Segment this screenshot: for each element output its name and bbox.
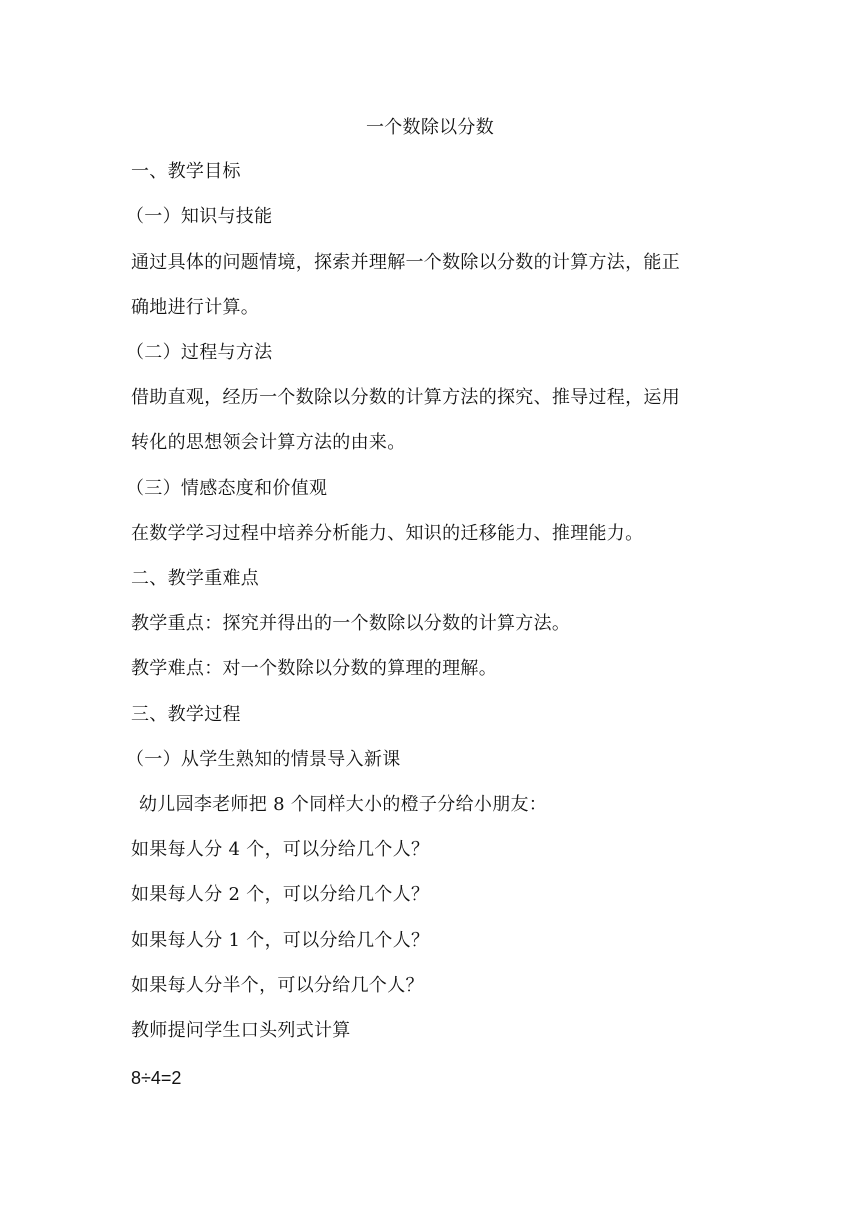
question-line: 如果每人分 1 个，可以分给几个人？ (131, 930, 430, 951)
subheading-introduction: （一）从学生熟知的情景导入新课 (126, 749, 401, 770)
section-heading-key-points: 二、教学重难点 (131, 568, 260, 589)
paragraph-line: 确地进行计算。 (131, 297, 260, 318)
subheading-knowledge-skills: （一）知识与技能 (126, 206, 273, 227)
paragraph-line: 教学难点：对一个数除以分数的算理的理解。 (131, 658, 497, 679)
paragraph-line: 借助直观，经历一个数除以分数的计算方法的探究、推导过程，运用 (131, 387, 680, 408)
paragraph-line: 转化的思想领会计算方法的由来。 (131, 432, 406, 453)
subheading-process-method: （二）过程与方法 (126, 342, 273, 363)
question-line: 如果每人分半个，可以分给几个人？ (131, 975, 424, 996)
document-title: 一个数除以分数 (365, 117, 495, 138)
question-line: 如果每人分 4 个，可以分给几个人？ (131, 839, 430, 860)
subheading-attitude-values: （三）情感态度和价值观 (126, 478, 328, 499)
paragraph-line: 在数学学习过程中培养分析能力、知识的迁移能力、推理能力。 (131, 523, 644, 544)
paragraph-line: 教学重点：探究并得出的一个数除以分数的计算方法。 (131, 613, 571, 634)
question-line: 如果每人分 2 个，可以分给几个人？ (131, 884, 430, 905)
equation-line: 8÷4=2 (131, 1068, 182, 1088)
section-heading-objectives: 一、教学目标 (131, 161, 241, 182)
section-heading-process: 三、教学过程 (131, 704, 241, 725)
paragraph-line: 通过具体的问题情境，探索并理解一个数除以分数的计算方法，能正 (131, 252, 680, 273)
paragraph-line: 教师提问学生口头列式计算 (131, 1020, 351, 1041)
paragraph-line: 幼儿园李老师把 8 个同样大小的橙子分给小朋友： (139, 794, 548, 815)
